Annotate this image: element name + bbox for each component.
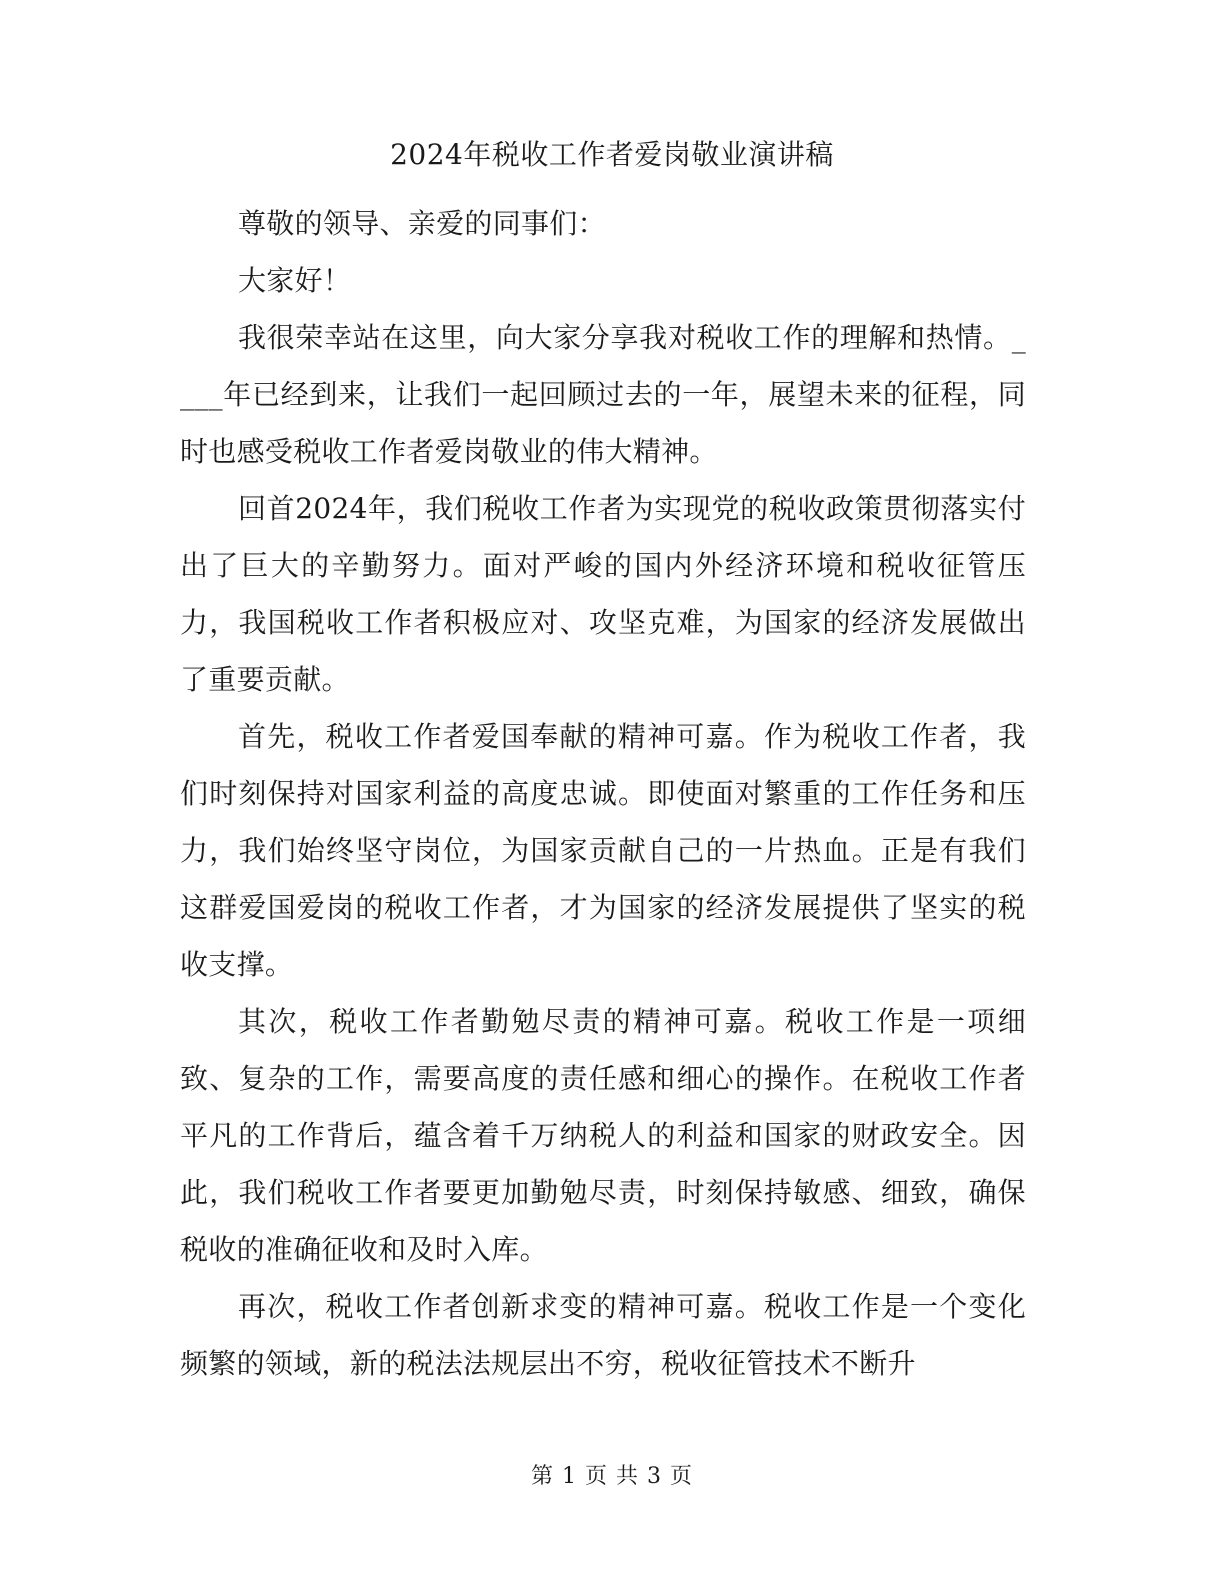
paragraph-second-point: 其次，税收工作者勤勉尽责的精神可嘉。税收工作是一项细致、复杂的工作，需要高度的责任感和细心的操作。在税收工作者平凡的工作背后，蕴含着千万纳税人的利益和国家的财政安全。因此，我们税收工作者要更加勤勉尽责，时刻保持敏感、细致，确保税收的准确征收和及时入库。 — [180, 1005, 1026, 1266]
document-body — [180, 195, 1026, 1392]
paragraph-review: 回首2024年，我们税收工作者为实现党的税收政策贯彻落实付出了巨大的辛勤努力。面对严峻的国内外经济环境和税收征管压力，我国税收工作者积极应对、攻坚克难，为国家的经济发展做出了重要贡献。 — [180, 492, 1026, 696]
page-footer: 第 1 页 共 3 页 — [531, 1464, 693, 1489]
document-title: 2024年税收工作者爱岗敬业演讲稿 — [390, 138, 834, 171]
paragraph-third-point: 再次，税收工作者创新求变的精神可嘉。税收工作是一个变化频繁的领域，新的税法法规层出不穷，税收征管技术不断升 — [180, 1290, 1026, 1380]
paragraph-first-point: 首先，税收工作者爱国奉献的精神可嘉。作为税收工作者，我们时刻保持对国家利益的高度忠诚。即使面对繁重的工作任务和压力，我们始终坚守岗位，为国家贡献自己的一片热血。正是有我们这群爱国爱岗的税收工作者，才为国家的经济发展提供了坚实的税收支撑。 — [180, 720, 1026, 981]
paragraph-intro: 我很荣幸站在这里，向大家分享我对税收工作的理解和热情。____年已经到来，让我们一起回顾过去的一年，展望未来的征程，同时也感受税收工作者爱岗敬业的伟大精神。 — [180, 321, 1026, 468]
paragraph-greeting: 大家好！ — [238, 264, 352, 297]
paragraph-salutation: 尊敬的领导、亲爱的同事们： — [238, 207, 606, 240]
